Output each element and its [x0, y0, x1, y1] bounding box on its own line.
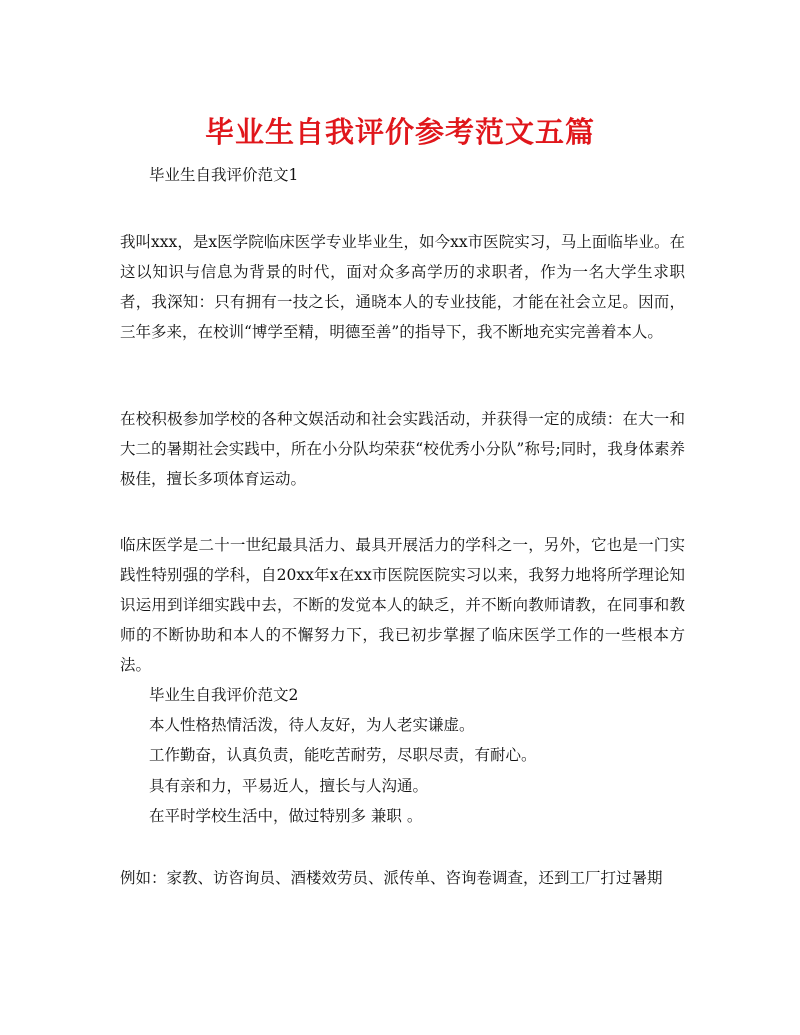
section2-heading: 毕业生自我评价范文2 [149, 686, 299, 704]
section2-line: 工作勤奋，认真负责，能吃苦耐劳，尽职尽责，有耐心。 [149, 746, 537, 764]
document-title: 毕业生自我评价参考范文五篇 [204, 115, 595, 149]
paragraph-activities: 在校积极参加学校的各种文娱活动和社会实践活动，并获得一定的成绩：在大一和大二的暑期社会实践中，所在小分队均荣获“校优秀小分队”称号;同时，我身体素养极佳，擅长多项体育运动。 [120, 410, 685, 488]
section2-line: 在平时学校生活中，做过特别多 兼职 。 [149, 807, 423, 825]
section2-line: 本人性格热情活泼，待人友好，为人老实谦虚。 [149, 716, 475, 734]
paragraph-intro: 我叫xxx，是x医学院临床医学专业毕业生，如今xx市医院实习，马上面临毕业。在这以知识与信息为背景的时代，面对众多高学历的求职者，作为一名大学生求职者，我深知：只有拥有一技之长，通晓本人的专业技能，才能在社会立足。因而，三年多来，在校训“博学至精，明德至善”的指导下，我不断地充实完善着本人。 [120, 233, 685, 341]
section2-line: 具有亲和力，平易近人，擅长与人沟通。 [149, 777, 429, 795]
section1-heading: 毕业生自我评价范文1 [149, 166, 299, 184]
paragraph-clinical: 临床医学是二十一世纪最具活力、最具开展活力的学科之一，另外，它也是一门实践性特别强的学科，自20xx年x在xx市医院医院实习以来，我努力地将所学理论知识运用到详细实践中去，不断的发觉本人的缺乏，并不断向教师请教，在同事和教师的不断协助和本人的不懈努力下，我已初步掌握了临床医学工作的一些根本方法。 [120, 536, 685, 674]
paragraph-examples: 例如：家教、访咨询员、酒楼效劳员、派传单、咨询卷调查，还到工厂打过暑期 [120, 869, 663, 887]
